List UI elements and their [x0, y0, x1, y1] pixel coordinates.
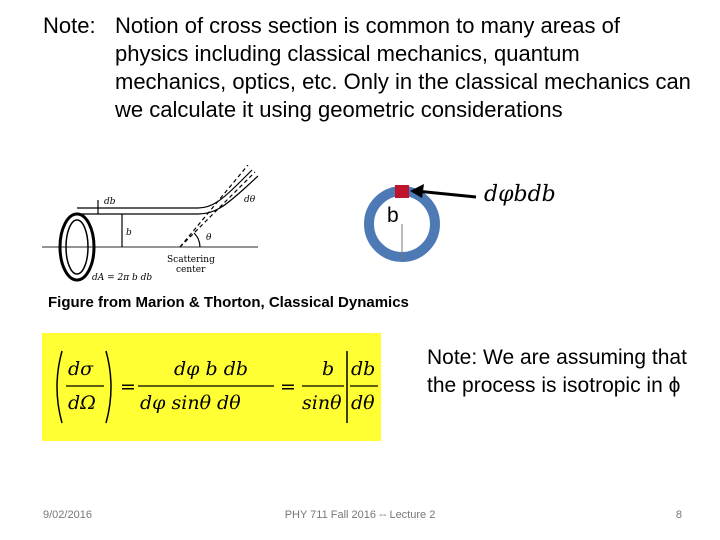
lhs-denominator: dΩ [68, 392, 96, 414]
fig-label-db: db [104, 197, 116, 207]
fig-label-dtheta: dθ [244, 195, 256, 205]
fig-label-b: b [126, 228, 132, 238]
ring-label-b: b [387, 204, 399, 227]
ring-diagram [369, 184, 476, 260]
footer-title: PHY 711 Fall 2016 -- Lecture 2 [284, 509, 436, 521]
equals-1: = [120, 376, 136, 398]
abs-fraction [345, 345, 385, 429]
cross-section-equation [54, 345, 374, 429]
fig-label-theta: θ [206, 233, 212, 243]
frac1-denominator: dφ sinθ dθ [140, 392, 241, 414]
frac2-numerator: b [322, 358, 335, 380]
scattering-diagram [42, 165, 258, 280]
fig-label-dA: dA = 2π b db [92, 273, 153, 283]
page-number: 8 [675, 509, 682, 521]
frac2-denominator: sinθ [302, 392, 342, 414]
fig-label-center-2: center [176, 265, 206, 275]
note-label: Note: [43, 13, 96, 38]
figure-caption: Figure from Marion & Thorton, Classical Dynamics [48, 294, 409, 311]
note-text: Notion of cross section is common to many areas of physics including classical mechanics, quantum mechanics, optics, etc. Only in the classical mechanics can we calculate it using geometric considerations [115, 13, 691, 122]
frac3-numerator: db [351, 358, 376, 380]
fig-label-center-1: Scattering [167, 255, 215, 265]
isotropy-note: Note: We are assuming that the process is isotropic in ϕ [427, 346, 687, 397]
frac3-denominator: dθ [351, 392, 375, 414]
frac1-numerator: dφ b db [174, 358, 249, 380]
area-element [395, 185, 409, 198]
scattering-figure [36, 165, 676, 295]
area-expression: dφbdb [484, 182, 556, 207]
footer-date: 9/02/2016 [43, 509, 92, 521]
lhs-numerator: dσ [68, 358, 94, 380]
equals-2: = [280, 376, 296, 398]
